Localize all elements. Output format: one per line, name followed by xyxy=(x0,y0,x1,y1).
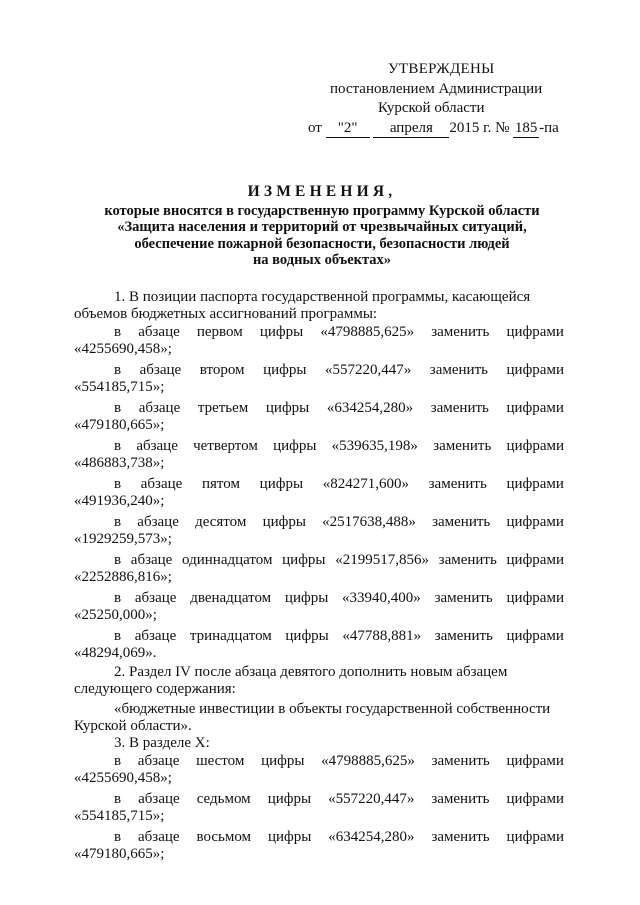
change-word: абзаце xyxy=(134,590,177,606)
change-word: «824271,600» xyxy=(322,476,409,492)
change-word: абзаце xyxy=(136,438,178,454)
date-month: апреля xyxy=(373,121,449,138)
item2-quote-2: Курской области». xyxy=(74,718,192,734)
title-line-4: на водных объектах» xyxy=(252,252,392,269)
change-word: в xyxy=(114,438,122,454)
change-word: в xyxy=(114,514,122,530)
change-word: цифрами xyxy=(506,514,564,530)
change-word: абзаце xyxy=(134,628,177,644)
change-row xyxy=(74,324,564,341)
change-word: «634254,280» xyxy=(326,400,414,416)
change-row xyxy=(74,400,564,417)
change-word: заменить xyxy=(434,590,493,606)
title-heading: ИЗМЕНЕНИЯ, xyxy=(247,183,397,200)
change-word: «539635,198» xyxy=(331,438,418,454)
title-line-3: обеспечение пожарной безопасности, безопасности людей xyxy=(134,235,510,252)
change-word: «4798885,625» xyxy=(321,753,415,769)
change-word: «2517638,488» xyxy=(322,514,416,530)
item1-line-2: объемов бюджетных ассигнований программы: xyxy=(74,306,378,322)
change-word: заменить xyxy=(431,791,490,807)
change-word: десятом xyxy=(195,514,247,530)
change-word: заменить xyxy=(431,829,490,845)
change-word: цифры xyxy=(285,628,329,644)
change-word: цифрами xyxy=(506,476,564,492)
document-body xyxy=(74,289,564,863)
decree-number: 185 xyxy=(514,119,538,136)
change-word: цифры xyxy=(267,829,312,845)
change-word: в xyxy=(114,552,122,568)
change-new-value: «491936,240»; xyxy=(74,493,165,509)
change-word: в xyxy=(114,400,122,416)
change-word: «47788,881» xyxy=(342,628,422,644)
date-year: 2015 г. № xyxy=(449,119,510,136)
change-new-value: «554185,715»; xyxy=(74,379,165,395)
change-word: абзаце xyxy=(130,552,173,568)
change-new-value: «48294,069». xyxy=(74,645,157,661)
title-line-1: которые вносятся в государственную программу Курской области xyxy=(104,203,540,219)
title-line-2: «Защита населения и территорий от чрезвычайных ситуаций, xyxy=(117,219,527,236)
item3-heading: 3. В разделе X: xyxy=(114,735,210,751)
number-suffix: -па xyxy=(539,119,559,136)
change-word: абзаце xyxy=(138,324,180,340)
change-word: цифрами xyxy=(506,753,564,769)
change-word: абзаце xyxy=(138,400,181,416)
change-word: третьем xyxy=(197,400,249,416)
change-word: заменить xyxy=(432,514,491,530)
change-row xyxy=(74,753,564,770)
change-word: седьмом xyxy=(196,791,251,807)
change-word: абзаце xyxy=(137,514,179,530)
change-word: втором xyxy=(199,362,245,378)
change-word: абзаце xyxy=(138,829,180,845)
change-word: цифрами xyxy=(506,400,564,416)
change-word: цифрами xyxy=(506,438,564,454)
changes-list-3 xyxy=(74,753,564,863)
change-word: восьмом xyxy=(196,829,252,845)
change-row xyxy=(74,590,564,607)
change-new-value: «4255690,458»; xyxy=(74,341,172,357)
change-row xyxy=(74,791,564,808)
change-word: цифры xyxy=(262,514,306,530)
change-word: цифрами xyxy=(506,552,564,568)
change-new-value: «479180,665»; xyxy=(74,417,165,433)
change-word: абзаце xyxy=(137,753,180,769)
changes-list-1 xyxy=(74,324,564,662)
change-word: «4798885,625» xyxy=(320,324,415,340)
change-word: цифры xyxy=(261,753,305,769)
change-row xyxy=(74,362,564,379)
change-new-value: «554185,715»; xyxy=(74,808,165,824)
change-word: цифры xyxy=(265,400,310,416)
change-word: заменить xyxy=(428,476,487,492)
change-word: двенадцатом xyxy=(190,590,272,606)
change-word: цифрами xyxy=(506,324,564,340)
change-word: в xyxy=(114,753,122,769)
change-word: заменить xyxy=(430,400,489,416)
change-word: одиннадцатом xyxy=(182,552,273,568)
date-line xyxy=(308,119,588,139)
change-word: в xyxy=(114,362,122,378)
change-word: заменить xyxy=(431,753,490,769)
change-word: в xyxy=(114,628,122,644)
change-word: заменить xyxy=(434,628,493,644)
change-word: цифры xyxy=(282,552,326,568)
change-row xyxy=(74,438,564,455)
change-word: «557220,447» xyxy=(324,362,412,378)
change-word: цифрами xyxy=(506,362,564,378)
change-word: цифрами xyxy=(506,590,564,606)
change-word: первом xyxy=(196,324,243,340)
change-word: «2199517,856» xyxy=(335,552,429,568)
change-new-value: «1929259,573»; xyxy=(74,531,172,547)
change-word: цифры xyxy=(284,590,329,606)
change-word: пятом xyxy=(202,476,240,492)
change-word: абзаце xyxy=(138,791,180,807)
change-row xyxy=(74,552,564,569)
date-day: "2" xyxy=(326,121,370,138)
change-row xyxy=(74,628,564,645)
change-word: шестом xyxy=(196,753,245,769)
change-word: в xyxy=(114,476,122,492)
change-new-value: «479180,665»; xyxy=(74,846,165,862)
change-word: «634254,280» xyxy=(328,829,415,845)
region-line: Курской области xyxy=(378,100,485,116)
change-word: заменить xyxy=(431,324,490,340)
change-word: цифрами xyxy=(506,628,564,644)
change-row xyxy=(74,476,564,493)
change-word: заменить xyxy=(433,438,492,454)
change-word: цифры xyxy=(273,438,317,454)
change-word: четвертом xyxy=(193,438,258,454)
change-word: цифры xyxy=(259,324,304,340)
change-word: «557220,447» xyxy=(328,791,415,807)
change-word: заменить xyxy=(429,362,488,378)
item2-quote-1: «бюджетные инвестиции в объекты государственной собственности xyxy=(114,701,551,717)
change-word: в xyxy=(114,324,122,340)
approved-label: УТВЕРЖДЕНЫ xyxy=(388,61,495,77)
change-word: тринадцатом xyxy=(189,628,272,644)
change-row xyxy=(74,514,564,531)
item1-line-1 xyxy=(74,289,564,306)
change-word: абзаце xyxy=(139,362,182,378)
decree-line: постановлением Администрации xyxy=(330,80,543,97)
change-new-value: «486883,738»; xyxy=(74,455,165,471)
change-row xyxy=(74,829,564,846)
change-word: заменить xyxy=(438,552,497,568)
approval-block xyxy=(308,60,588,138)
change-word: «33940,400» xyxy=(342,590,421,606)
change-word: цифры xyxy=(259,476,304,492)
change-new-value: «4255690,458»; xyxy=(74,770,172,786)
item2-line-1: 2. Раздел IV после абзаца девятого дополнить новым абзацем xyxy=(114,664,508,680)
change-word: в xyxy=(114,829,122,845)
change-word: цифры xyxy=(263,362,307,378)
change-word: абзаце xyxy=(140,476,183,492)
change-new-value: «2252886,816»; xyxy=(74,569,172,585)
change-new-value: «25250,000»; xyxy=(74,607,157,623)
change-word: цифрами xyxy=(506,829,564,845)
item2-line-2: следующего содержания: xyxy=(74,681,236,697)
item1-text: 1. В позиции паспорта государственной программы, касающейся xyxy=(114,289,531,305)
change-word: в xyxy=(114,590,122,606)
change-word: цифрами xyxy=(506,791,564,807)
document-title xyxy=(72,181,572,269)
change-word: цифры xyxy=(267,791,312,807)
change-word: в xyxy=(114,791,122,807)
date-prefix: от xyxy=(308,119,322,136)
